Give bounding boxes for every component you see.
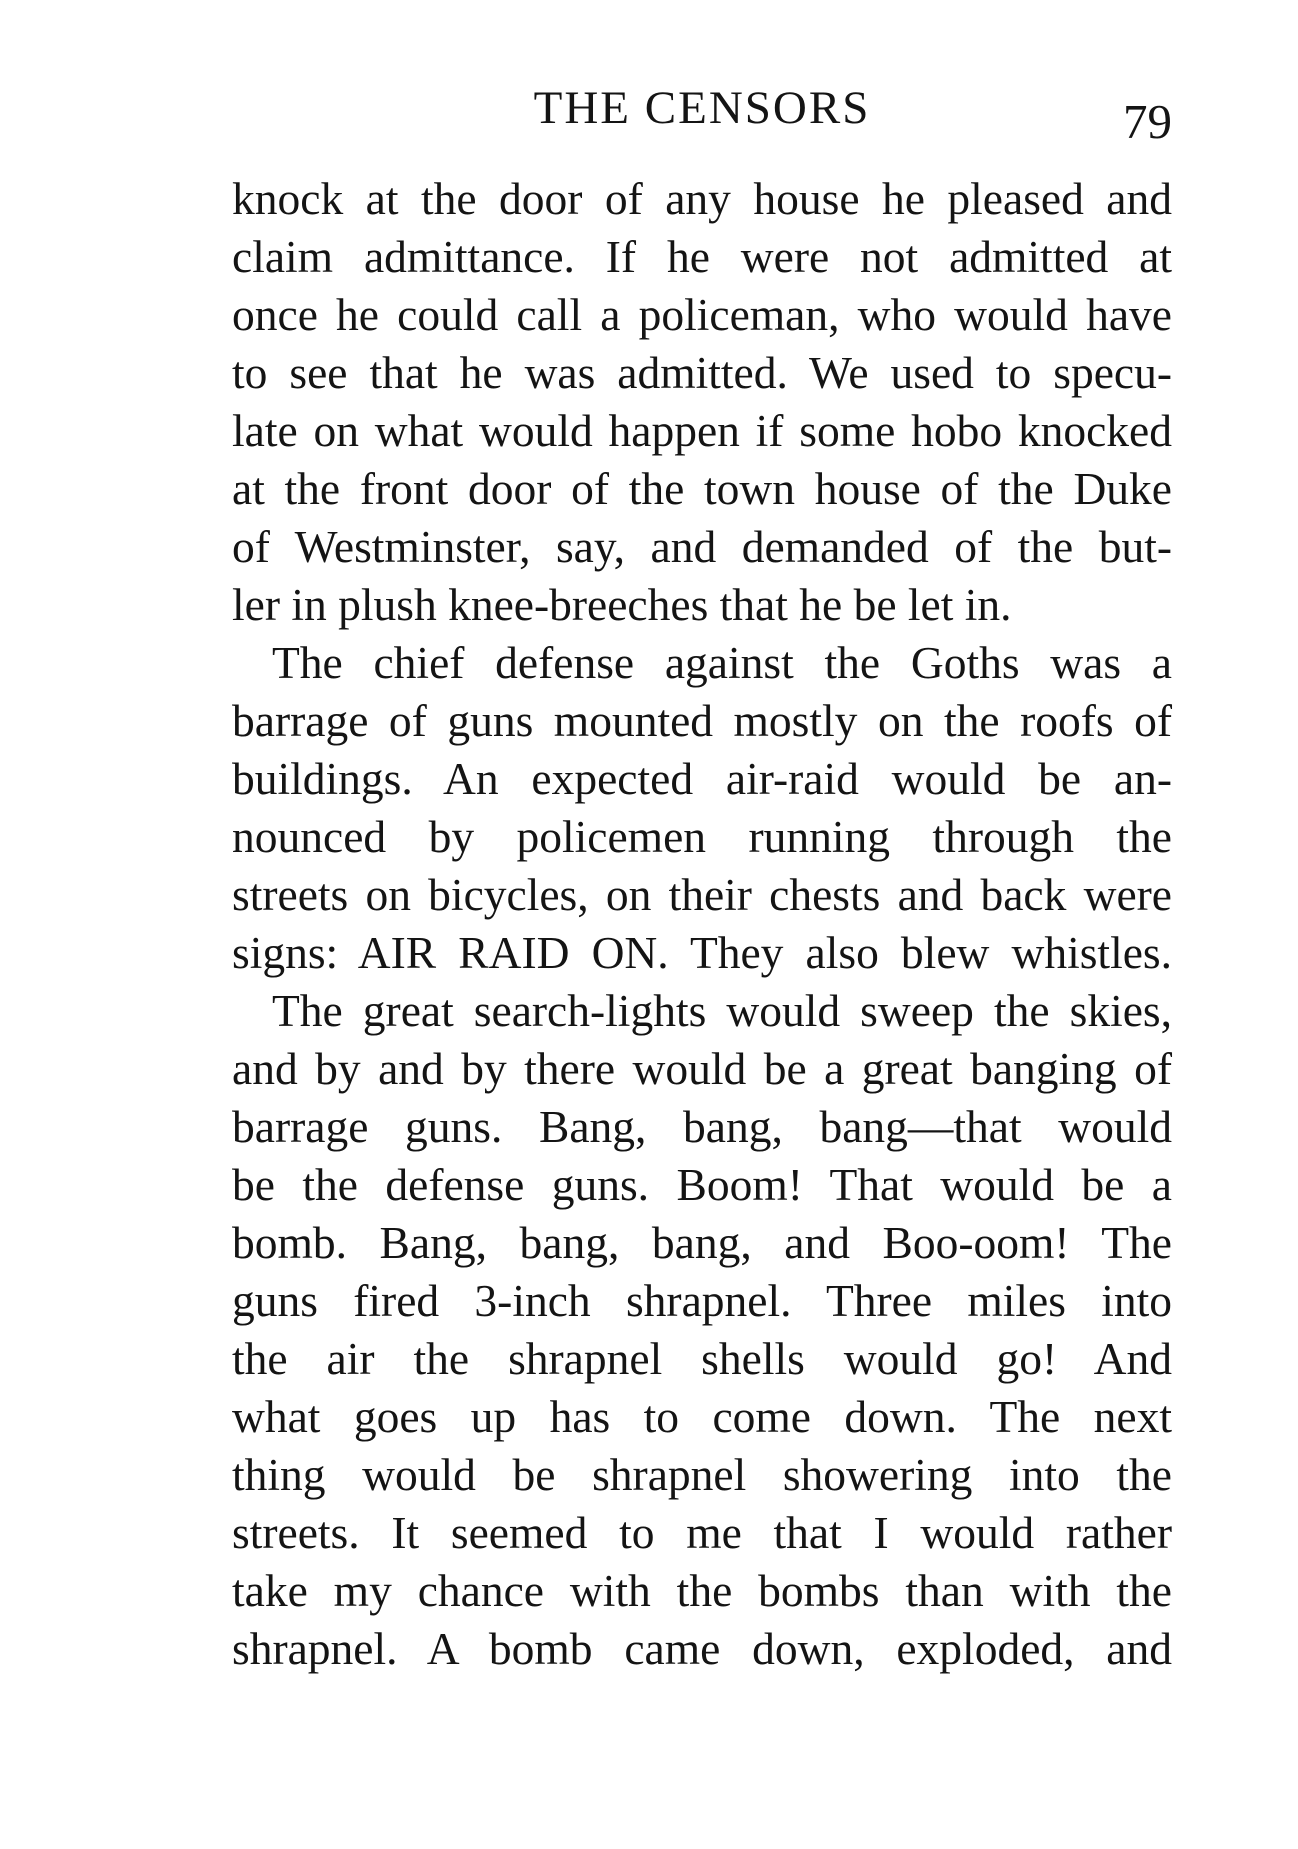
text-line: once he could call a policeman, who would have xyxy=(232,289,1172,340)
text-line: of Westminster, say, and demanded of the but- xyxy=(232,521,1172,572)
paragraph-start-line: The chief defense against the Goths was a xyxy=(272,637,1172,688)
text-line: claim admittance. If he were not admitted at xyxy=(232,231,1172,282)
running-head xyxy=(232,78,1172,149)
text-line: knock at the door of any house he pleased and xyxy=(232,173,1172,224)
text-line: signs: AIR RAID ON. They also blew whistles. xyxy=(232,927,1172,978)
text-line: barrage of guns mounted mostly on the roofs of xyxy=(232,695,1172,746)
text-line: and by and by there would be a great banging of xyxy=(232,1043,1172,1094)
text-line: streets. It seemed to me that I would rather xyxy=(232,1507,1172,1558)
text-line: take my chance with the bombs than with the xyxy=(232,1565,1172,1616)
text-line: barrage guns. Bang, bang, bang—that would xyxy=(232,1101,1172,1152)
text-line: buildings. An expected air-raid would be an- xyxy=(232,753,1172,804)
text-line: bomb. Bang, bang, bang, and Boo-oom! The xyxy=(232,1217,1172,1268)
paragraph-start-line: The great search-lights would sweep the skies, xyxy=(272,985,1172,1036)
text-line: late on what would happen if some hobo knocked xyxy=(232,405,1172,456)
text-line: nounced by policemen running through the xyxy=(232,811,1172,862)
page-number: 79 xyxy=(1123,94,1172,149)
text-line: guns fired 3-inch shrapnel. Three miles into xyxy=(232,1275,1172,1326)
text-line: ler in plush knee-breeches that he be let in. xyxy=(232,579,1012,630)
text-line: thing would be shrapnel showering into the xyxy=(232,1449,1172,1500)
text-line: the air the shrapnel shells would go! And xyxy=(232,1333,1172,1384)
text-line: what goes up has to come down. The next xyxy=(232,1391,1172,1442)
body-text xyxy=(232,170,1172,1678)
text-line: at the front door of the town house of the Duke xyxy=(232,463,1172,514)
text-line: to see that he was admitted. We used to specu- xyxy=(232,347,1172,398)
text-line: be the defense guns. Boom! That would be a xyxy=(232,1159,1172,1210)
text-line: shrapnel. A bomb came down, exploded, and xyxy=(232,1623,1172,1674)
chapter-title: THE CENSORS xyxy=(533,82,871,134)
text-line: streets on bicycles, on their chests and back were xyxy=(232,869,1172,920)
